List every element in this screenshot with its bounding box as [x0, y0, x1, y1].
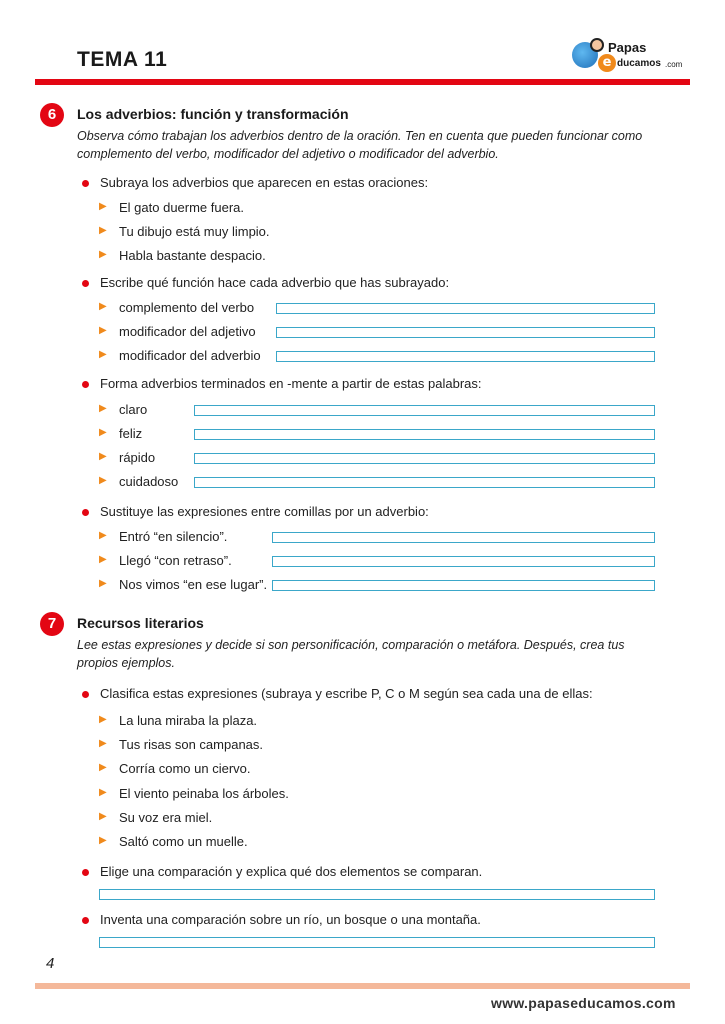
arrow-right-icon: ▶: [99, 714, 107, 725]
arrow-right-icon: ▶: [99, 451, 107, 462]
expression-item: ▶ Su voz era miel.: [99, 810, 213, 825]
word-item: ▶ claro: [99, 402, 148, 417]
header-divider: [35, 79, 690, 85]
expression-item: ▶ Tus risas son campanas.: [99, 737, 264, 752]
answer-line[interactable]: [272, 580, 655, 591]
arrow-right-icon: ▶: [99, 403, 107, 414]
section-6-task-2: Escribe qué función hace cada adverbio que has subrayado:: [77, 275, 449, 290]
arrow-right-icon: ▶: [99, 249, 107, 260]
answer-line[interactable]: [272, 556, 655, 567]
section-7-title: Recursos literarios: [77, 615, 204, 631]
logo-text-suffix: .com: [665, 60, 683, 69]
sentence-item: ▶ El gato duerme fuera.: [99, 200, 245, 215]
answer-line[interactable]: [99, 889, 655, 900]
arrow-right-icon: ▶: [99, 301, 107, 312]
arrow-right-icon: ▶: [99, 201, 107, 212]
page-number: 4: [46, 955, 55, 972]
section-6-task-4: Sustituye las expresiones entre comillas por un adverbio:: [77, 504, 429, 519]
arrow-right-icon: ▶: [99, 762, 107, 773]
arrow-right-icon: ▶: [99, 787, 107, 798]
word-item: ▶ rápido: [99, 450, 156, 465]
kid-face-icon: [590, 38, 604, 52]
arrow-right-icon: ▶: [99, 530, 107, 541]
arrow-right-icon: ▶: [99, 835, 107, 846]
answer-line[interactable]: [194, 405, 655, 416]
function-item: ▶ complemento del verbo: [99, 300, 255, 315]
expression-item: ▶ El viento peinaba los árboles.: [99, 786, 289, 801]
answer-line[interactable]: [276, 351, 655, 362]
arrow-right-icon: ▶: [99, 554, 107, 565]
expression-item: ▶ La luna miraba la plaza.: [99, 713, 258, 728]
section-7-task-2: Elige una comparación y explica qué dos elementos se comparan.: [77, 864, 482, 879]
expression-item: ▶ Entró “en silencio”.: [99, 529, 228, 544]
section-6-task-3: Forma adverbios terminados en -mente a partir de estas palabras:: [77, 376, 482, 391]
answer-line[interactable]: [194, 429, 655, 440]
arrow-right-icon: ▶: [99, 811, 107, 822]
expression-item: ▶ Corría como un ciervo.: [99, 761, 251, 776]
arrow-right-icon: ▶: [99, 578, 107, 589]
word-item: ▶ cuidadoso: [99, 474, 179, 489]
answer-line[interactable]: [276, 303, 655, 314]
expression-item: ▶ Nos vimos “en ese lugar”.: [99, 577, 268, 592]
section-7-number-badge: 7: [40, 612, 64, 636]
arrow-right-icon: ▶: [99, 427, 107, 438]
footer-url: www.papaseducamos.com: [491, 995, 676, 1011]
word-item: ▶ feliz: [99, 426, 143, 441]
logo-text-papas: Papas: [608, 40, 647, 55]
section-7-task-3: Inventa una comparación sobre un río, un bosque o una montaña.: [77, 912, 481, 927]
papaseducamos-logo: [570, 38, 690, 76]
section-7-instructions: Lee estas expresiones y decide si son personificación, comparación o metáfora. Después, crea tus propios ejemplos.: [77, 638, 625, 670]
answer-line[interactable]: [194, 453, 655, 464]
sentence-item: ▶ Tu dibujo está muy limpio.: [99, 224, 270, 239]
expression-item: ▶ Saltó como un muelle.: [99, 834, 248, 849]
sentence-item: ▶ Habla bastante despacio.: [99, 248, 266, 263]
expression-item: ▶ Llegó “con retraso”.: [99, 553, 232, 568]
section-6-instructions: Observa cómo trabajan los adverbios dentro de la oración. Ten en cuenta que pueden funcionar como complemento del verbo, modificador del adjetivo o modificador del adverbio.: [77, 129, 643, 161]
section-6-number-badge: 6: [40, 103, 64, 127]
arrow-right-icon: ▶: [99, 738, 107, 749]
page-title: TEMA 11: [77, 48, 168, 71]
section-6-title: Los adverbios: función y transformación: [77, 106, 349, 122]
arrow-right-icon: ▶: [99, 349, 107, 360]
answer-line[interactable]: [194, 477, 655, 488]
arrow-right-icon: ▶: [99, 325, 107, 336]
section-6-task-1: Subraya los adverbios que aparecen en estas oraciones:: [77, 175, 428, 190]
section-7-task-1: Clasifica estas expresiones (subraya y escribe P, C o M según sea cada una de ellas:: [77, 686, 593, 701]
function-item: ▶ modificador del adverbio: [99, 348, 261, 363]
arrow-right-icon: ▶: [99, 475, 107, 486]
function-item: ▶ modificador del adjetivo: [99, 324, 256, 339]
arrow-right-icon: ▶: [99, 225, 107, 236]
logo-e-badge: e: [598, 54, 616, 72]
answer-line[interactable]: [272, 532, 655, 543]
answer-line[interactable]: [276, 327, 655, 338]
logo-text-ducamos: ducamos: [617, 58, 661, 69]
answer-line[interactable]: [99, 937, 655, 948]
footer-divider: [35, 983, 690, 989]
